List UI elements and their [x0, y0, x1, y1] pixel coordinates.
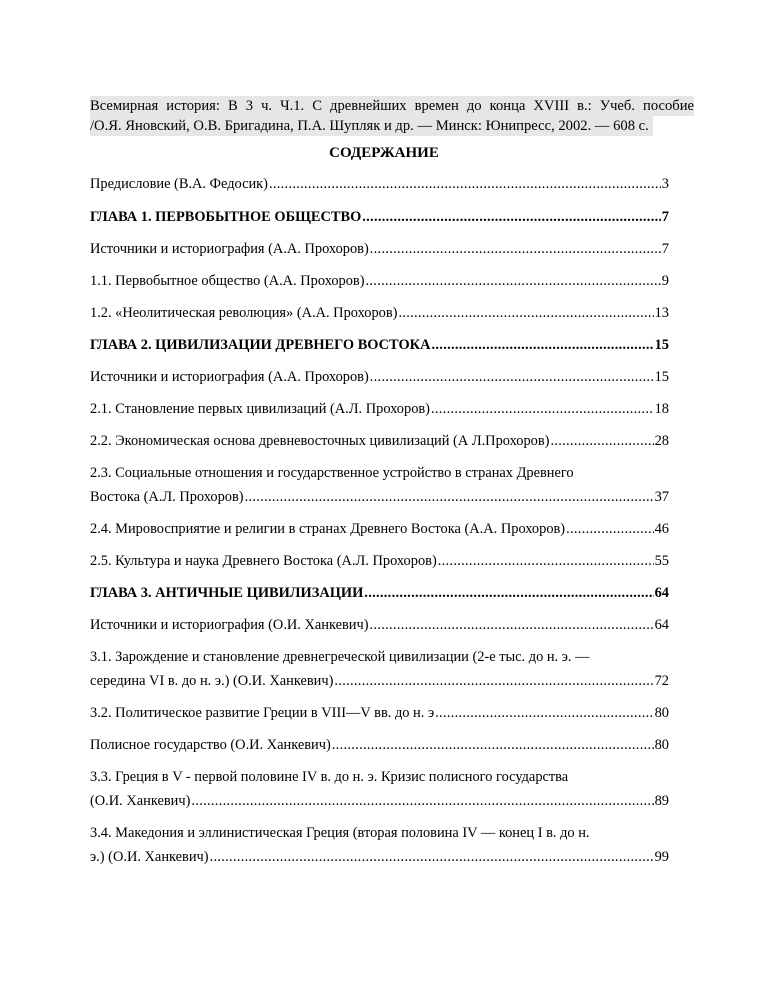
toc-title: СОДЕРЖАНИЕ — [329, 145, 439, 161]
toc-entry[interactable] — [90, 365, 669, 389]
toc-entry-title: Востока (А.Л. Прохоров) — [90, 489, 244, 505]
toc-entry[interactable] — [90, 237, 669, 261]
toc-entry-title: ГЛАВА 1. ПЕРВОБЫТНОЕ ОБЩЕСТВО — [90, 209, 362, 225]
dot-leader — [364, 581, 653, 605]
dot-leader — [332, 733, 654, 757]
toc-entry-title: э.) (О.И. Ханкевич) — [90, 849, 209, 865]
toc-entry-page: 15 — [654, 337, 669, 353]
dot-leader — [370, 237, 661, 261]
dot-leader — [431, 397, 654, 421]
dot-leader — [566, 517, 654, 541]
dot-leader — [550, 429, 653, 453]
toc-chapter-heading[interactable] — [90, 581, 669, 605]
toc-entry-page: 64 — [654, 585, 669, 601]
toc-entry[interactable] — [90, 821, 669, 869]
toc-entry-title: середина VI в. до н. э.) (О.И. Ханкевич) — [90, 673, 334, 689]
toc-entry-title: ГЛАВА 2. ЦИВИЛИЗАЦИИ ДРЕВНЕГО ВОСТОКА — [90, 337, 431, 353]
toc-entry[interactable] — [90, 301, 669, 325]
toc-entry-page: 28 — [654, 433, 669, 449]
toc-entry-title: 3.2. Политическое развитие Греции в VIII—V вв. до н. э — [90, 705, 435, 721]
toc-entry-page: 7 — [661, 209, 669, 225]
toc-entry-title: (О.И. Ханкевич) — [90, 793, 191, 809]
toc-entry[interactable] — [90, 269, 669, 293]
toc-entry-page: 80 — [654, 705, 669, 721]
toc-entry-page: 7 — [661, 241, 669, 257]
toc-entry-page: 46 — [654, 521, 669, 537]
toc-entry[interactable] — [90, 461, 669, 509]
toc-entry-title-first-line: 2.3. Социальные отношения и государственное устройство в странах Древнего — [90, 465, 574, 481]
dot-leader — [438, 549, 654, 573]
toc-entry-title: Источники и историография (О.И. Ханкевич) — [90, 617, 369, 633]
toc-entry[interactable] — [90, 172, 669, 196]
toc-chapter-heading[interactable] — [90, 205, 669, 229]
toc-entry-title-first-line: 3.1. Зарождение и становление древнегреческой цивилизации (2-е тыс. до н. э. — — [90, 649, 590, 665]
dot-leader — [334, 669, 653, 693]
dot-leader — [269, 172, 661, 196]
toc-entry[interactable] — [90, 549, 669, 573]
toc-entry-title: Источники и историография (А.А. Прохоров) — [90, 241, 369, 257]
dot-leader — [432, 333, 654, 357]
toc-entry-title: Полисное государство (О.И. Ханкевич) — [90, 737, 331, 753]
toc-entry[interactable] — [90, 397, 669, 421]
toc-entry[interactable] — [90, 733, 669, 757]
toc-entry-title: 2.1. Становление первых цивилизаций (А.Л. Прохоров) — [90, 401, 430, 417]
toc-entry-title: 1.2. «Неолитическая революция» (А.А. Прохоров) — [90, 305, 398, 321]
toc-entry-page: 13 — [654, 305, 669, 321]
toc-entry-page: 15 — [654, 369, 669, 385]
toc-entry-title: 1.1. Первобытное общество (А.А. Прохоров) — [90, 273, 365, 289]
bibliography-line-1: Всемирная история: В 3 ч. Ч.1. С древнейших времен до конца XVIII в.: Учеб. пособие — [90, 98, 694, 114]
toc-entry[interactable] — [90, 701, 669, 725]
toc-entry[interactable] — [90, 645, 669, 693]
toc-entry-page: 55 — [654, 553, 669, 569]
toc-entry-title: 2.5. Культура и наука Древнего Востока (А.Л. Прохоров) — [90, 553, 437, 569]
toc-entry[interactable] — [90, 429, 669, 453]
bibliographic-reference — [90, 96, 694, 136]
dot-leader — [370, 365, 654, 389]
toc-entry-page: 72 — [654, 673, 669, 689]
dot-leader — [245, 485, 654, 509]
toc-entry-page: 89 — [654, 793, 669, 809]
toc-chapter-heading[interactable] — [90, 333, 669, 357]
toc-entry-page: 80 — [654, 737, 669, 753]
toc-entry-page: 99 — [654, 849, 669, 865]
toc-entry-page: 64 — [654, 617, 669, 633]
dot-leader — [398, 301, 653, 325]
dot-leader — [366, 269, 661, 293]
toc-entry-page: 18 — [654, 401, 669, 417]
dot-leader — [210, 845, 654, 869]
dot-leader — [362, 205, 661, 229]
toc-entry-page: 3 — [661, 176, 669, 192]
toc-entry-title-first-line: 3.4. Македония и эллинистическая Греция (вторая половина IV — конец I в. до н. — [90, 825, 590, 841]
bibliography-line-2: /О.Я. Яновский, О.В. Бригадина, П.А. Шупляк и др. — Минск: Юнипресс, 2002. — 608 с. — [90, 116, 653, 136]
toc-entry-title: Предисловие (В.А. Федосик) — [90, 176, 268, 192]
dot-leader — [191, 789, 653, 813]
toc-entry-title-first-line: 3.3. Греция в V - первой половине IV в. до н. э. Кризис полисного государства — [90, 769, 569, 785]
toc-entry-title: 2.2. Экономическая основа древневосточных цивилизаций (А Л.Прохоров) — [90, 433, 550, 449]
toc-entry[interactable] — [90, 613, 669, 637]
toc-entry-page: 9 — [661, 273, 669, 289]
toc-entry-page: 37 — [654, 489, 669, 505]
toc-entry-title: ГЛАВА 3. АНТИЧНЫЕ ЦИВИЛИЗАЦИИ — [90, 585, 364, 601]
toc-entry[interactable] — [90, 765, 669, 813]
dot-leader — [370, 613, 654, 637]
toc-entry[interactable] — [90, 517, 669, 541]
toc-entry-title: 2.4. Мировосприятие и религии в странах Древнего Востока (А.А. Прохоров) — [90, 521, 566, 537]
toc-entry-title: Источники и историография (А.А. Прохоров) — [90, 369, 369, 385]
dot-leader — [435, 701, 653, 725]
